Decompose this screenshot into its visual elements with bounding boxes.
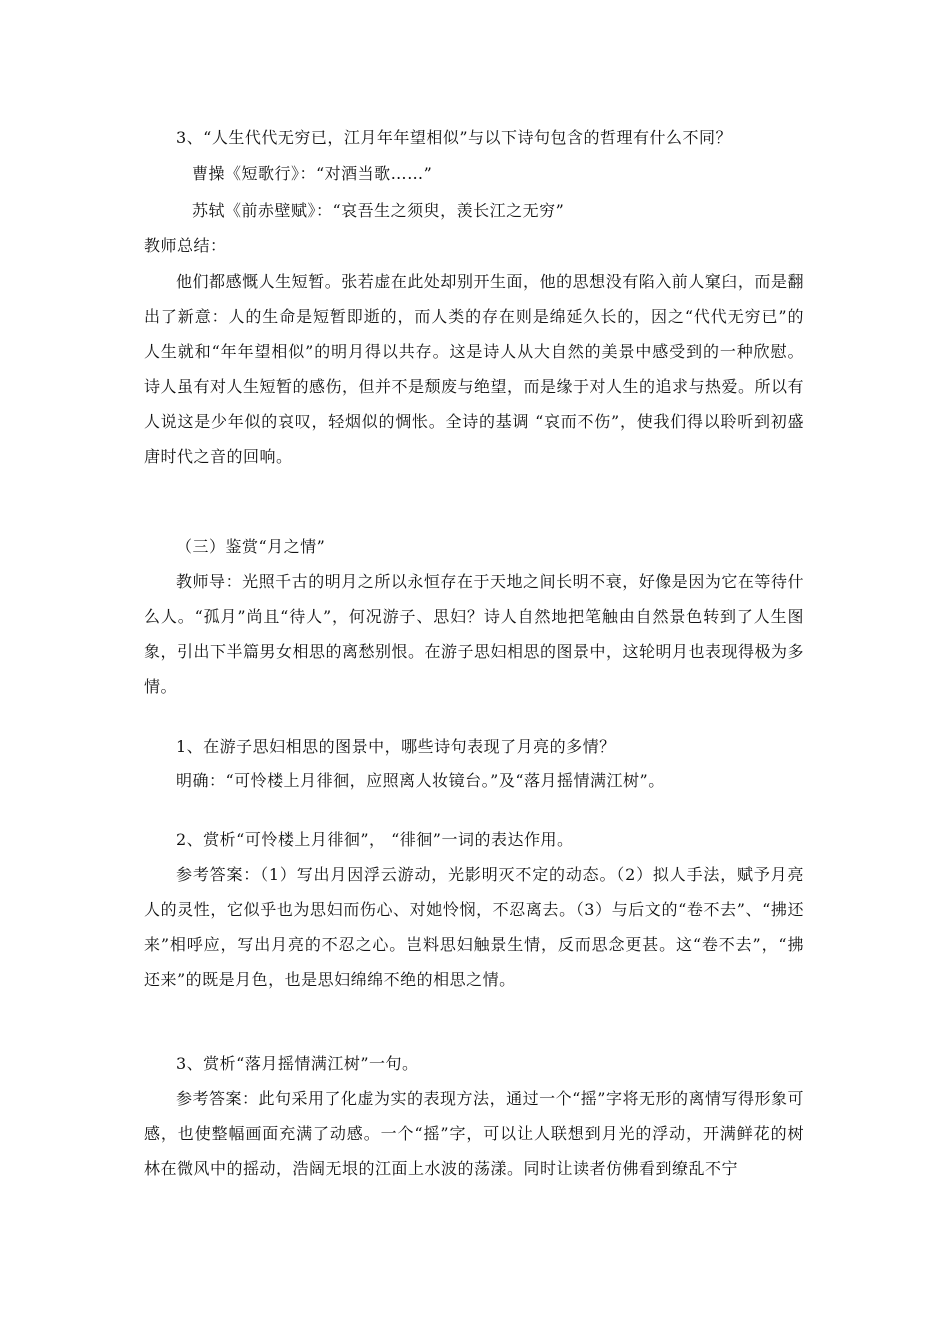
question-3-title: 3、“人生代代无穷已，江月年年望相似”与以下诗句包含的哲理有什么不同？ xyxy=(176,128,733,147)
teacher-summary-label: 教师总结： xyxy=(144,236,227,255)
sub-question-1: 1、在游子思妇相思的图景中，哪些诗句表现了月亮的多情？ xyxy=(176,737,616,756)
teacher-summary-paragraph: 他们都感慨人生短暂。张若虚在此处却别开生面，他的思想没有陷入前人窠臼，而是翻出了新意：人的生命是短暂即逝的，而人类的存在则是绵延久长的，因之“代代无穷已”的人生就和“年年望相似”的明月得以共存。这是诗人从大自然的美景中感受到的一种欣慰。诗人虽有对人生短暂的感伤，但并不是颓废与绝望，而是缘于对人生的追求与热爱。所以有人说这是少年似的哀叹，轻烟似的惆怅。全诗的基调 “哀而不伤”，使我们得以聆听到初盛唐时代之音的回响。 xyxy=(144,272,805,466)
reference-su-shi: 苏轼《前赤壁赋》：“哀吾生之须臾，羡长江之无穷” xyxy=(192,201,565,220)
sub-question-2: 2、赏析“可怜楼上月徘徊”， “徘徊”一词的表达作用。 xyxy=(176,830,574,849)
sub-question-1-answer: 明确：“可怜楼上月徘徊，应照离人妆镜台。”及“落月摇情满江树”。 xyxy=(176,771,665,790)
sub-question-2-answer: 参考答案：（1）写出月因浮云游动，光影明灭不定的动态。（2）拟人手法，赋予月亮人的灵性，它似乎也为思妇而伤心、对她怜悯，不忍离去。（3）与后文的“卷不去”、“拂还来”相呼应，写出月亮的不忍之心。岂料思妇触景生情，反而思念更甚。这“卷不去”，“拂还来”的既是月色，也是思妇绵绵不绝的相思之情。 xyxy=(144,865,804,989)
sub-question-3: 3、赏析“落月摇情满江树”一句。 xyxy=(176,1054,419,1073)
section-3-title: （三）鉴赏“月之情” xyxy=(176,537,326,556)
teacher-guide-paragraph: 教师导：光照千古的明月之所以永恒存在于天地之间长明不衰，好像是因为它在等待什么人。“孤月”尚且“待人”，何况游子、思妇？诗人自然地把笔触由自然景色转到了人生图象，引出下半篇男女相思的离愁别恨。在游子思妇相思的图景中，这轮明月也表现得极为多情。 xyxy=(144,572,805,696)
reference-cao-cao: 曹操《短歌行》：“对酒当歌……” xyxy=(192,164,433,183)
sub-question-3-answer: 参考答案：此句采用了化虚为实的表现方法，通过一个“摇”字将无形的离情写得形象可感，也使整幅画面充满了动感。一个“摇”字，可以让人联想到月光的浮动，开满鲜花的树林在微风中的摇动，浩阔无垠的江面上水波的荡漾。同时让读者仿佛看到缭乱不宁 xyxy=(144,1089,804,1178)
